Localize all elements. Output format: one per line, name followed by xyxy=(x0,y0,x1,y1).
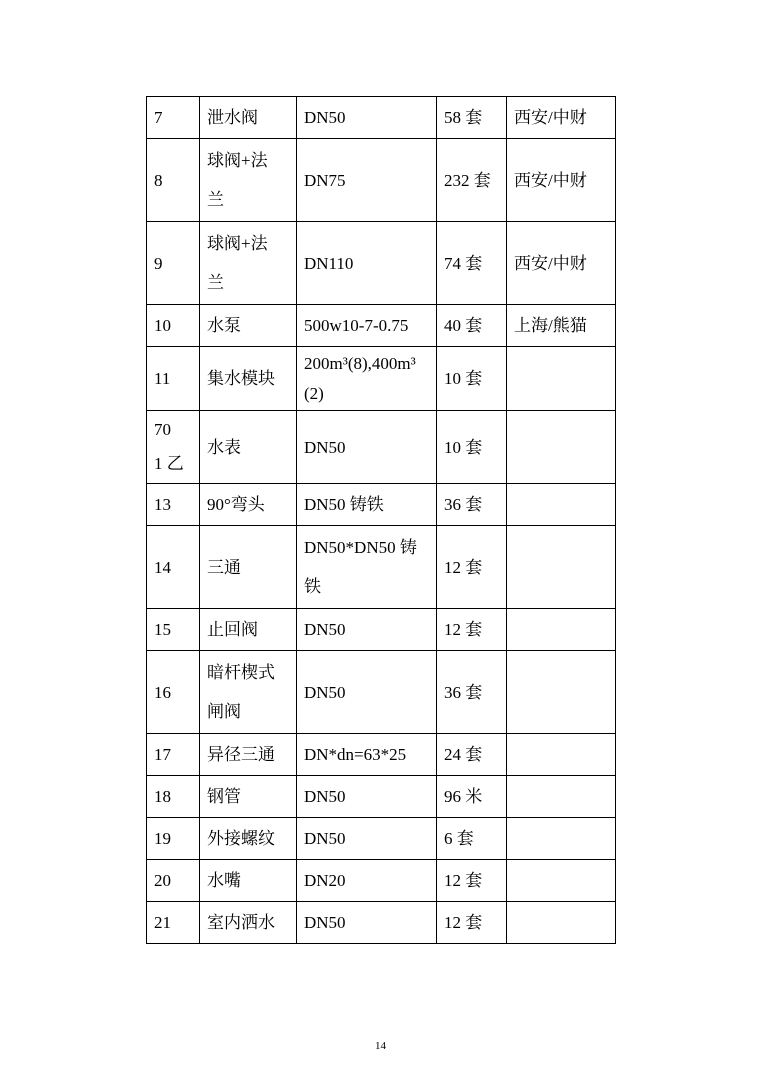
page-number: 14 xyxy=(375,1040,386,1052)
cell-text: DN50 xyxy=(304,108,346,127)
table-cell-name xyxy=(199,525,296,608)
table-cell-no xyxy=(146,346,199,410)
cell-text: 14 xyxy=(154,558,171,577)
cell-line: 70 xyxy=(154,420,171,439)
table-row xyxy=(146,775,616,817)
cell-text: 15 xyxy=(154,620,171,639)
cell-text: 500w10-7-0.75 xyxy=(304,316,409,335)
cell-text: 8 xyxy=(154,171,163,190)
cell-line: 200m³(8),400m³ xyxy=(304,354,416,373)
cell-text: DN110 xyxy=(304,254,354,273)
table-cell-qty xyxy=(436,901,506,944)
cell-text: 12 套 xyxy=(444,871,483,890)
table-cell-qty xyxy=(436,733,506,775)
cell-text: 室内洒水 xyxy=(207,913,275,932)
table-cell-name xyxy=(199,733,296,775)
cell-text: DN50 xyxy=(304,438,346,457)
table-cell-name xyxy=(199,650,296,733)
table-cell-no xyxy=(146,608,199,650)
cell-text: 7 xyxy=(154,108,163,127)
table-cell-spec xyxy=(296,221,436,304)
cell-line: (2) xyxy=(304,384,324,403)
cell-text: 三通 xyxy=(207,558,241,577)
cell-text: DN50 xyxy=(304,620,346,639)
table-cell-qty xyxy=(436,346,506,410)
table-row xyxy=(146,96,616,138)
table-cell-brand xyxy=(506,859,616,901)
table-row xyxy=(146,859,616,901)
cell-text: DN50 xyxy=(304,787,346,806)
cell-text: 10 xyxy=(154,316,171,335)
table-row xyxy=(146,138,616,221)
table-cell-brand xyxy=(506,304,616,346)
table-cell-no xyxy=(146,775,199,817)
cell-text: 12 套 xyxy=(444,620,483,639)
table-cell-brand xyxy=(506,346,616,410)
cell-text: 232 套 xyxy=(444,171,491,190)
table-cell-brand xyxy=(506,96,616,138)
table-cell-brand xyxy=(506,775,616,817)
cell-text: 19 xyxy=(154,829,171,848)
cell-text: 13 xyxy=(154,495,171,514)
cell-line: 兰 xyxy=(207,273,224,292)
cell-text: 96 米 xyxy=(444,787,483,806)
cell-text: 12 套 xyxy=(444,558,483,577)
table-row xyxy=(146,817,616,859)
table-cell-name xyxy=(199,608,296,650)
cell-line: 球阀+法 xyxy=(207,234,268,253)
table-cell-qty xyxy=(436,525,506,608)
cell-text: 异径三通 xyxy=(207,745,275,764)
table-cell-qty xyxy=(436,304,506,346)
table-cell-name xyxy=(199,346,296,410)
table-cell-qty xyxy=(436,859,506,901)
cell-text: 11 xyxy=(154,369,171,388)
cell-text: DN20 xyxy=(304,871,346,890)
table-cell-spec xyxy=(296,859,436,901)
table-cell-spec xyxy=(296,733,436,775)
cell-text: 16 xyxy=(154,683,171,702)
cell-text: 12 套 xyxy=(444,913,483,932)
table-cell-brand xyxy=(506,608,616,650)
table-cell-spec xyxy=(296,346,436,410)
cell-text: 水嘴 xyxy=(207,871,241,890)
cell-text: 18 xyxy=(154,787,171,806)
cell-text: DN50 xyxy=(304,913,346,932)
cell-text: 上海/熊猫 xyxy=(514,316,587,335)
table-cell-spec xyxy=(296,608,436,650)
table-row xyxy=(146,346,616,410)
table-cell-no xyxy=(146,410,199,483)
cell-text: 外接螺纹 xyxy=(207,829,275,848)
table-cell-brand xyxy=(506,221,616,304)
table-cell-name xyxy=(199,410,296,483)
cell-line: 兰 xyxy=(207,190,224,209)
table-row xyxy=(146,221,616,304)
cell-text: 水表 xyxy=(207,438,241,457)
table-cell-name xyxy=(199,483,296,525)
table-cell-qty xyxy=(436,817,506,859)
table-cell-no xyxy=(146,525,199,608)
cell-text: 36 套 xyxy=(444,495,483,514)
cell-text: 90°弯头 xyxy=(207,495,265,514)
table-cell-spec xyxy=(296,483,436,525)
table-cell-brand xyxy=(506,483,616,525)
table-cell-brand xyxy=(506,410,616,483)
table-row xyxy=(146,650,616,733)
table-cell-spec xyxy=(296,525,436,608)
cell-text: 水泵 xyxy=(207,316,241,335)
cell-line: 1 乙 xyxy=(154,454,184,473)
table-cell-qty xyxy=(436,410,506,483)
cell-text: 西安/中财 xyxy=(514,254,587,273)
table-cell-name xyxy=(199,901,296,944)
cell-text: 西安/中财 xyxy=(514,171,587,190)
cell-text: 西安/中财 xyxy=(514,108,587,127)
cell-text: 钢管 xyxy=(207,787,241,806)
table-row xyxy=(146,608,616,650)
table-cell-qty xyxy=(436,221,506,304)
table-cell-no xyxy=(146,733,199,775)
table-cell-brand xyxy=(506,901,616,944)
table-cell-spec xyxy=(296,901,436,944)
table-cell-qty xyxy=(436,483,506,525)
table-cell-spec xyxy=(296,817,436,859)
cell-text: 6 套 xyxy=(444,829,474,848)
table-row xyxy=(146,483,616,525)
table-row xyxy=(146,525,616,608)
table-cell-spec xyxy=(296,410,436,483)
cell-text: 24 套 xyxy=(444,745,483,764)
table-cell-qty xyxy=(436,650,506,733)
table-row xyxy=(146,410,616,483)
cell-line: 暗杆楔式 xyxy=(207,663,275,682)
cell-text: DN50 xyxy=(304,683,346,702)
cell-text: 集水模块 xyxy=(207,369,275,388)
cell-line: 铁 xyxy=(304,577,321,596)
cell-line: DN50*DN50 铸 xyxy=(304,538,417,557)
table-cell-no xyxy=(146,221,199,304)
table-cell-no xyxy=(146,96,199,138)
table-cell-spec xyxy=(296,138,436,221)
table-cell-no xyxy=(146,650,199,733)
cell-text: 74 套 xyxy=(444,254,483,273)
table-cell-brand xyxy=(506,650,616,733)
cell-text: 9 xyxy=(154,254,163,273)
table-cell-name xyxy=(199,775,296,817)
table-cell-no xyxy=(146,901,199,944)
table-cell-name xyxy=(199,859,296,901)
cell-text: 10 套 xyxy=(444,369,483,388)
table-cell-no xyxy=(146,483,199,525)
table-cell-brand xyxy=(506,817,616,859)
cell-text: 36 套 xyxy=(444,683,483,702)
cell-text: 止回阀 xyxy=(207,620,258,639)
table-cell-qty xyxy=(436,138,506,221)
table-cell-brand xyxy=(506,733,616,775)
cell-text: 10 套 xyxy=(444,438,483,457)
cell-text: 21 xyxy=(154,913,171,932)
table-cell-brand xyxy=(506,525,616,608)
cell-text: 泄水阀 xyxy=(207,108,258,127)
table-cell-spec xyxy=(296,304,436,346)
table-cell-qty xyxy=(436,96,506,138)
table-row xyxy=(146,901,616,943)
cell-text: 40 套 xyxy=(444,316,483,335)
cell-text: DN*dn=63*25 xyxy=(304,745,407,764)
table-cell-name xyxy=(199,817,296,859)
table-cell-no xyxy=(146,304,199,346)
table-row xyxy=(146,733,616,775)
cell-text: DN50 xyxy=(304,829,346,848)
cell-text: DN50 铸铁 xyxy=(304,495,384,514)
table-cell-name xyxy=(199,138,296,221)
table-cell-name xyxy=(199,96,296,138)
cell-text: DN75 xyxy=(304,171,346,190)
table-cell-name xyxy=(199,221,296,304)
cell-text: 17 xyxy=(154,745,171,764)
table-cell-brand xyxy=(506,138,616,221)
cell-line: 球阀+法 xyxy=(207,151,268,170)
table-cell-name xyxy=(199,304,296,346)
table-cell-qty xyxy=(436,775,506,817)
table-row xyxy=(146,304,616,346)
table-cell-spec xyxy=(296,775,436,817)
table-cell-spec xyxy=(296,650,436,733)
table-cell-qty xyxy=(436,608,506,650)
cell-line: 闸阀 xyxy=(207,702,241,721)
cell-text: 20 xyxy=(154,871,171,890)
table-cell-no xyxy=(146,859,199,901)
cell-text: 58 套 xyxy=(444,108,483,127)
table-cell-spec xyxy=(296,96,436,138)
table-cell-no xyxy=(146,817,199,859)
table-cell-no xyxy=(146,138,199,221)
